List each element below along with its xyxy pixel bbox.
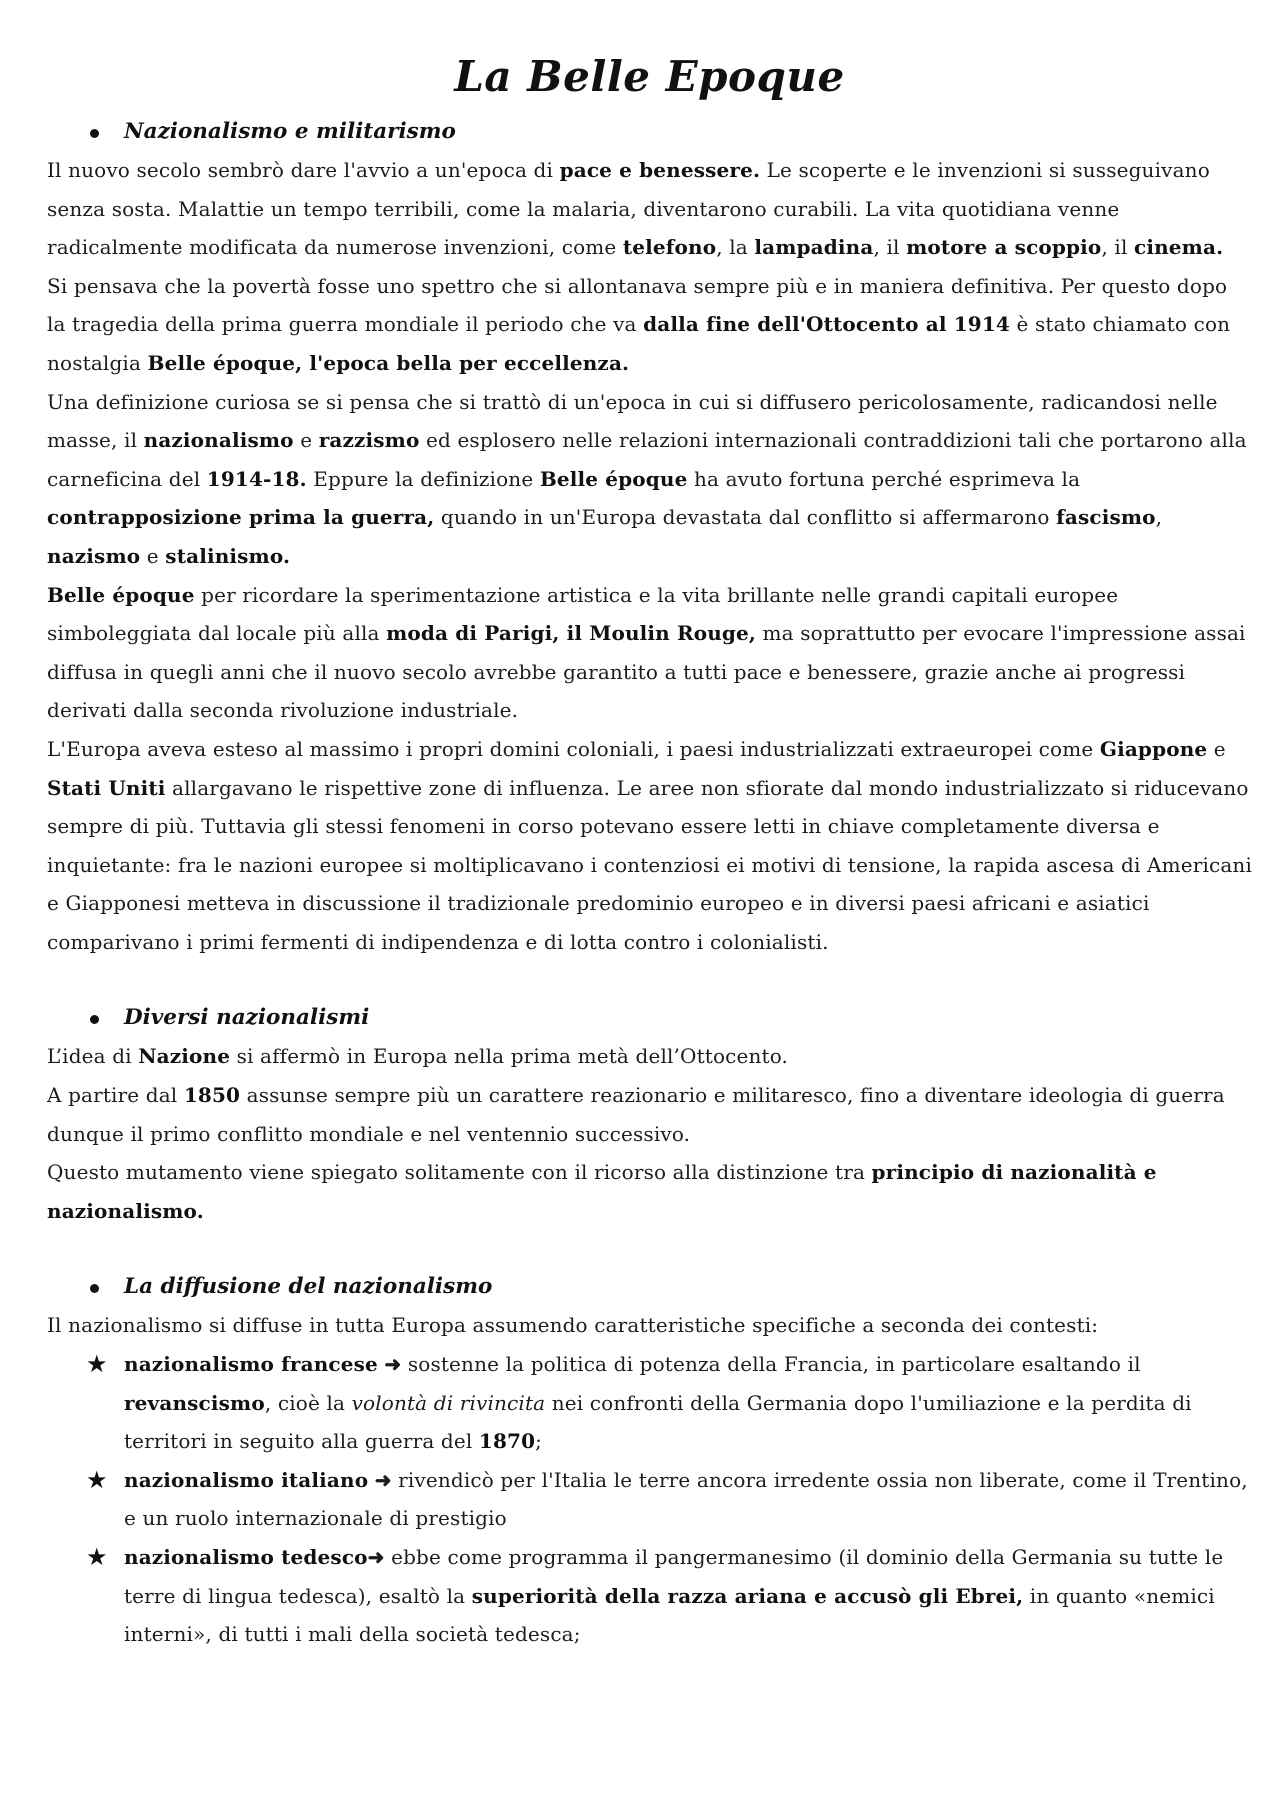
- arrow-right-icon: ➜: [374, 1467, 392, 1492]
- paragraph: Belle époque per ricordare la sperimentazione artistica e la vita brillante nelle grandi capitali europee simboleggiata dal locale più alla moda di Parigi, il Moulin Rouge, ma soprattutto per evocare l'impressione assai diffusa in quegli anni che il nuovo secolo avrebbe garantito a tutti pace e benessere, grazie anche ai progressi derivati dalla seconda rivoluzione industriale.: [47, 582, 1246, 723]
- list-item: ★ nazionalismo francese ➜ sostenne la politica di potenza della Francia, in particolare esaltando il revanscismo, cioè la volontà di rivincita nei confronti della Germania dopo l'umiliazione e la perdita di territori in seguito alla guerra del 1870;: [47, 1345, 1252, 1461]
- section-heading-diffusione-nazionalismo: [47, 1268, 1252, 1306]
- document-page: [47, 52, 1252, 1654]
- nationalism-list: [47, 1345, 1252, 1654]
- paragraph: Si pensava che la povertà fosse uno spettro che si allontanava sempre più e in maniera definitiva. Per questo dopo la tragedia della prima guerra mondiale il periodo che va dalla fine dell'Ottocento al 1914 è stato chiamato con nostalgia Belle époque, l'epoca bella per eccellenza.: [47, 273, 1231, 375]
- bullet-icon: [90, 1015, 99, 1024]
- arrow-right-icon: ➜: [384, 1352, 402, 1377]
- spacer: [47, 1230, 1252, 1268]
- list-item: ★ nazionalismo tedesco➜ ebbe come programma il pangermanesimo (il dominio della Germania su tutte le terre di lingua tedesca), esaltò la superiorità della razza ariana e accusò gli Ebrei, in quanto «nemici interni», di tutti i mali della società tedesca;: [47, 1538, 1252, 1654]
- paragraph: A partire dal 1850 assunse sempre più un carattere reazionario e militaresco, fino a diventare ideologia di guerra dunque il primo conflitto mondiale e nel ventennio successivo.: [47, 1083, 1225, 1146]
- star-icon: ★: [86, 1350, 108, 1379]
- star-icon: ★: [86, 1465, 108, 1494]
- heading-text: La diffusione del nazionalismo: [124, 1274, 493, 1300]
- section-heading-diversi-nazionalismi: [47, 999, 1252, 1037]
- paragraph: L’idea di Nazione si affermò in Europa nella prima metà dell’Ottocento.: [47, 1044, 789, 1069]
- paragraph: L'Europa aveva esteso al massimo i propri domini coloniali, i paesi industrializzati extraeuropei come Giappone e Stati Uniti allargavano le rispettive zone di influenza. Le aree non sfiorate dal mondo industrializzato si riducevano sempre di più. Tuttavia gli stessi fenomeni in corso potevano essere letti in chiave completamente diversa e inquietante: fra le nazioni europee si moltiplicavano i contenziosi ei motivi di tensione, la rapida ascesa di Americani e Giapponesi metteva in discussione il tradizionale predominio europeo e in diversi paesi africani e asiatici comparivano i primi fermenti di indipendenza e di lotta contro i colonialisti.: [47, 736, 1253, 954]
- paragraph: Il nuovo secolo sembrò dare l'avvio a un'epoca di pace e benessere. Le scoperte e le invenzioni si susseguivano senza sosta. Malattie un tempo terribili, come la malaria, diventarono curabili. La vita quotidiana venne radicalmente modificata da numerose invenzioni, come telefono, la lampadina, il motore a scoppio, il cinema.: [47, 158, 1224, 260]
- page-title: La Belle Epoque: [454, 52, 845, 101]
- section-heading-nazionalismo-militarismo: [47, 113, 1252, 151]
- heading-text: Nazionalismo e militarismo: [124, 119, 456, 144]
- paragraph: Una definizione curiosa se si pensa che si trattò di un'epoca in cui si diffusero pericolosamente, radicandosi nelle masse, il nazionalismo e razzismo ed esplosero nelle relazioni internazionali contraddizioni tali che portarono alla carneficina del 1914-18. Eppure la definizione Belle époque ha avuto fortuna perché esprimeva la contrapposizione prima la guerra, quando in un'Europa devastata dal conflitto si affermarono fascismo, nazismo e stalinismo.: [47, 389, 1247, 568]
- heading-text: Diversi nazionalismi: [124, 1005, 370, 1031]
- arrow-right-icon: ➜: [367, 1545, 385, 1569]
- bullet-icon: [90, 129, 99, 138]
- spacer: [47, 961, 1252, 999]
- star-icon: ★: [86, 1543, 108, 1571]
- paragraph: Il nazionalismo si diffuse in tutta Europa assumendo caratteristiche specifiche a seconda dei contesti:: [47, 1313, 1099, 1338]
- paragraph: Questo mutamento viene spiegato solitamente con il ricorso alla distinzione tra principio di nazionalità e nazionalismo.: [47, 1160, 1157, 1223]
- bullet-icon: [90, 1284, 99, 1293]
- list-item: ★ nazionalismo italiano ➜ rivendicò per l'Italia le terre ancora irredente ossia non liberate, come il Trentino, e un ruolo internazionale di prestigio: [47, 1461, 1252, 1538]
